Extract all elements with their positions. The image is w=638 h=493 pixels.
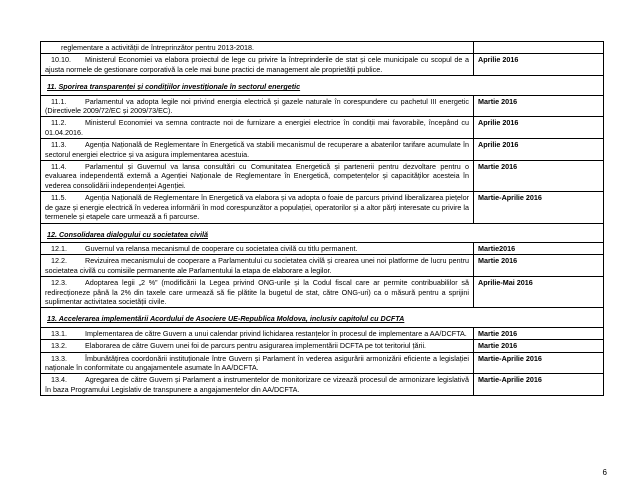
action-number: 13.3.: [51, 353, 67, 363]
deadline-cell: Martie 2016: [474, 161, 604, 192]
action-text: Ministerul Economiei va elabora proiectul de lege cu privire la întreprinderile de stat și cele municipale cu scopul de a ajusta normele de gestionare corporativă la cele mai bune practici de management ale proprietății publice.: [45, 55, 469, 74]
table-row: [41, 42, 604, 54]
action-plan-table: [40, 41, 604, 396]
table-row: [41, 255, 604, 277]
section-header: [41, 76, 604, 95]
action-text: Implementarea de către Guvern a unui calendar privind lichidarea restanțelor în procesul de implementare a AA/DCFTA.: [85, 328, 467, 338]
deadline-cell: Aprilie 2016: [474, 117, 604, 139]
deadline-cell: Martie-Aprilie 2016: [474, 374, 604, 396]
action-number: 13.1.: [51, 328, 67, 338]
table-row: [41, 277, 604, 308]
deadline-cell: Martie2016: [474, 242, 604, 254]
action-number: 11.3.: [51, 140, 67, 150]
table-row: [41, 340, 604, 352]
action-number: 11.2.: [51, 118, 67, 128]
section-title: 12. Consolidarea dialogului cu societatea civilă: [47, 229, 208, 239]
deadline-cell: Martie 2016: [474, 340, 604, 352]
action-number: 10.10.: [51, 55, 71, 65]
deadline-cell: Aprilie 2016: [474, 139, 604, 161]
section-title: 11. Sporirea transparenței și condițiilor investiționale în sectorul energetic: [47, 82, 301, 92]
table-row: [41, 374, 604, 396]
table-row: [41, 54, 604, 76]
action-description: [41, 117, 474, 139]
action-number: 12.3.: [51, 278, 67, 288]
table-row: [41, 95, 604, 117]
table-row: [41, 242, 604, 254]
table-row: [41, 352, 604, 374]
section-header: [41, 223, 604, 242]
action-text: Agregarea de către Guvern și Parlament a instrumentelor de monitorizare ce vizează procesul de armonizare legislativă în baza Programului Legislativ de transpunere a angajamentelor din AA/DCFTA.: [45, 375, 469, 394]
table-row: [41, 192, 604, 223]
action-number: 12.1.: [51, 243, 67, 253]
action-number: 11.4.: [51, 162, 67, 172]
action-description: [41, 352, 474, 374]
action-text: Parlamentul și Guvernul va lansa consultări cu Comunitatea Energetică și partenerii pentru dezvoltare pentru o evaluarea independentă externă a Agenției Naționale de Reglementare în Energetică, competențelor și capacităților acesteia în vederea consolidării independenței Agenției.: [45, 162, 469, 190]
deadline-cell: Martie 2016: [474, 95, 604, 117]
deadline-cell: Martie 2016: [474, 255, 604, 277]
action-text: Ministerul Economiei va semna contracte noi de furnizare a energiei electrice în condiții mai favorabile, începând cu 01.04.2016.: [45, 118, 469, 137]
action-number: 13.4.: [51, 375, 67, 385]
action-description: [41, 374, 474, 396]
deadline-cell: Martie-Aprilie 2016: [474, 192, 604, 223]
action-description: [41, 161, 474, 192]
action-description: [41, 242, 474, 254]
action-description: [41, 340, 474, 352]
action-text: Agenția Națională de Reglementare în Energetică va elabora și va adopta o foaie de parcurs privind liberalizarea piețelor de gaze și energie electrică în vederea informării în mod corespunzător a populației, operatorilor și a altor părți interesate cu privire la termenele și etapele care urmează a fi parcurse.: [45, 193, 469, 222]
action-text: Parlamentul va adopta legile noi privind energia electrică și gazele naturale în corespundere cu pachetul III energetic (Directivele 2009/72/EC și 2009/73/EC).: [45, 96, 469, 116]
deadline-cell: Aprilie 2016: [474, 54, 604, 76]
action-description: [41, 139, 474, 161]
action-text: Adoptarea legii „2 %” (modificării la Legea privind ONG-urile și la Codul fiscal care ar permite contribuabililor să redirecționeze până la 2% din taxele care urmează să fie plătite la bugetul de stat, către ONG-uri) ca o măsură pentru a sprijini suplimentar activitatea societății civile.: [45, 278, 469, 306]
action-description: [41, 277, 474, 308]
action-text: Îmbunătățirea coordonării instituționale între Guvern și Parlament în vederea asigurării armonizării eficiente a legislației naționale în conformitate cu angajamentele asumate în AA/DCFTA.: [45, 353, 469, 372]
table-row: [41, 139, 604, 161]
action-text: Elaborarea de către Guvern unei foi de parcurs pentru asigurarea implementării DCFTA pe tot teritoriul țării.: [85, 341, 427, 351]
action-text: reglementare a activității de întreprinzător pentru 2013-2018.: [61, 43, 254, 52]
action-description: [41, 255, 474, 277]
action-description: [41, 327, 474, 339]
action-text: Revizuirea mecanismului de cooperare a Parlamentului cu societatea civilă și crearea unei noi platforme de lucru pentru societatea civilă cu comisiile permanente ale Parlamentului la etapa de elaborare a legilor.: [45, 256, 469, 275]
deadline-cell: [474, 42, 604, 54]
deadline-cell: Martie 2016: [474, 327, 604, 339]
deadline-cell: Martie-Aprilie 2016: [474, 352, 604, 374]
page-number: 6: [602, 468, 607, 477]
action-number: 12.2.: [51, 256, 67, 266]
action-description: [41, 192, 474, 223]
action-number: 11.5.: [51, 193, 67, 203]
table-row: [41, 161, 604, 192]
section-header: [41, 308, 604, 327]
table-row: [41, 327, 604, 339]
action-description: [41, 95, 474, 117]
action-text: Guvernul va relansa mecanismul de cooperare cu societatea civilă cu titlu permanent.: [85, 243, 358, 253]
action-number: 13.2.: [51, 341, 67, 351]
action-number: 11.1.: [51, 96, 67, 106]
action-text: Agenția Națională de Reglementare în Energetică va stabili mecanismul de recuperare a abaterilor tarifare acumulate în sectorul energiei electrice și va asigura implementarea acestuia.: [45, 140, 469, 159]
table-row: [41, 117, 604, 139]
action-description: [41, 42, 474, 54]
action-description: [41, 54, 474, 76]
section-title: 13. Accelerarea implementării Acordului de Asociere UE-Republica Moldova, inclusiv capitolul cu DCFTA: [47, 314, 405, 324]
deadline-cell: Aprilie-Mai 2016: [474, 277, 604, 308]
